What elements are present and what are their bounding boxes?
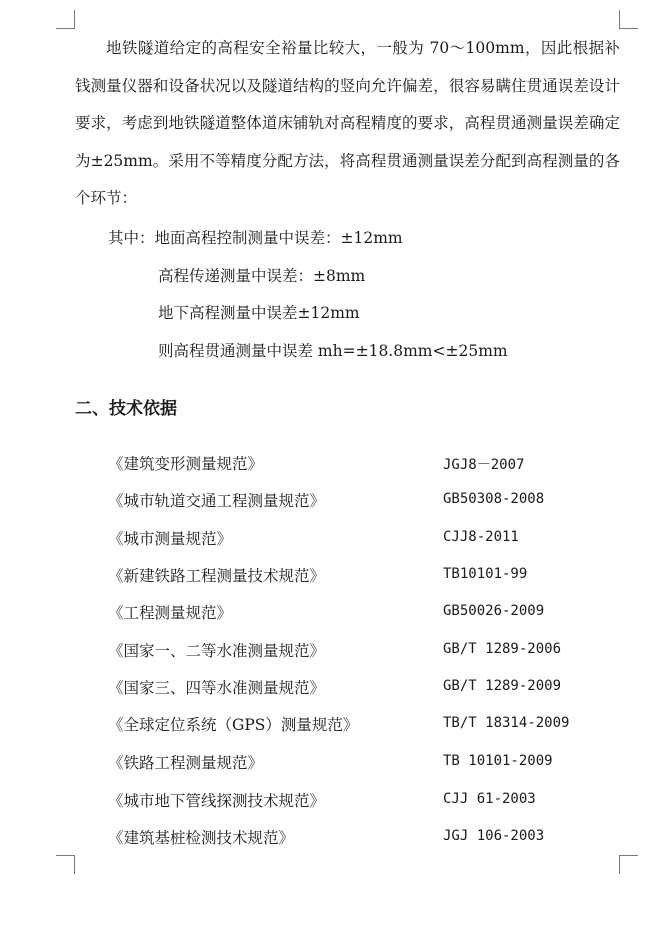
reference-row bbox=[0, 713, 671, 750]
reference-code: GB50026-2009 bbox=[443, 603, 545, 619]
error-line-underground: 地下高程测量中误差±12mm bbox=[158, 304, 360, 322]
reference-row bbox=[0, 676, 671, 713]
reference-code: JGJ 106-2003 bbox=[443, 828, 545, 844]
reference-title: 《建筑基桩检测技术规范》 bbox=[108, 829, 295, 847]
crop-mark-top-right bbox=[619, 10, 638, 29]
reference-row bbox=[0, 527, 671, 564]
reference-title: 《城市地下管线探测技术规范》 bbox=[108, 792, 326, 810]
reference-code: JGJ8－2007 bbox=[443, 457, 525, 473]
intro-paragraph: 地铁隧道给定的高程安全裕量比较大，一般为 70～100mm，因此根据补钱测量仪器和设备状况以及隧道结构的竖向允许偏差，很容易瞒住贯通误差设计要求，考虑到地铁隧道整体道床铺轨对高程精度的要求，高程贯通测量误差确定为±25mm。采用不等精度分配方法，将高程贯通测量误差分配到高程测量的各个环节： bbox=[75, 39, 620, 207]
reference-title: 《城市轨道交通工程测量规范》 bbox=[108, 492, 326, 510]
reference-code: GB50308-2008 bbox=[443, 491, 545, 507]
reference-row bbox=[0, 789, 671, 826]
reference-row bbox=[0, 452, 671, 489]
reference-code: CJJ8-2011 bbox=[443, 529, 519, 545]
crop-mark-top-left bbox=[56, 10, 75, 29]
reference-row bbox=[0, 751, 671, 788]
reference-row bbox=[0, 489, 671, 526]
error-line-transfer: 高程传递测量中误差：±8mm bbox=[158, 267, 366, 285]
reference-code: CJJ 61-2003 bbox=[443, 791, 536, 807]
reference-row bbox=[0, 564, 671, 601]
reference-title: 《国家一、二等水准测量规范》 bbox=[108, 642, 326, 660]
reference-row bbox=[0, 639, 671, 676]
reference-row bbox=[0, 826, 671, 863]
section-heading: 二、技术依据 bbox=[75, 399, 177, 419]
reference-title: 《国家三、四等水准测量规范》 bbox=[108, 679, 326, 697]
reference-code: TB/T 18314-2009 bbox=[443, 715, 570, 731]
error-line-total: 则高程贯通测量中误差 mh=±18.8mm<±25mm bbox=[158, 342, 508, 360]
reference-code: TB10101-99 bbox=[443, 566, 528, 582]
reference-title: 《建筑变形测量规范》 bbox=[108, 455, 264, 473]
reference-title: 《新建铁路工程测量技术规范》 bbox=[108, 567, 326, 585]
reference-code: GB/T 1289-2006 bbox=[443, 641, 562, 657]
error-line-ground-control: 其中：地面高程控制测量中误差：±12mm bbox=[108, 229, 403, 247]
reference-code: GB/T 1289-2009 bbox=[443, 678, 562, 694]
reference-row bbox=[0, 601, 671, 638]
reference-code: TB 10101-2009 bbox=[443, 753, 553, 769]
reference-title: 《工程测量规范》 bbox=[108, 604, 233, 622]
reference-title: 《铁路工程测量规范》 bbox=[108, 754, 264, 772]
reference-title: 《城市测量规范》 bbox=[108, 530, 233, 548]
reference-title: 《全球定位系统（GPS）测量规范》 bbox=[108, 716, 359, 734]
